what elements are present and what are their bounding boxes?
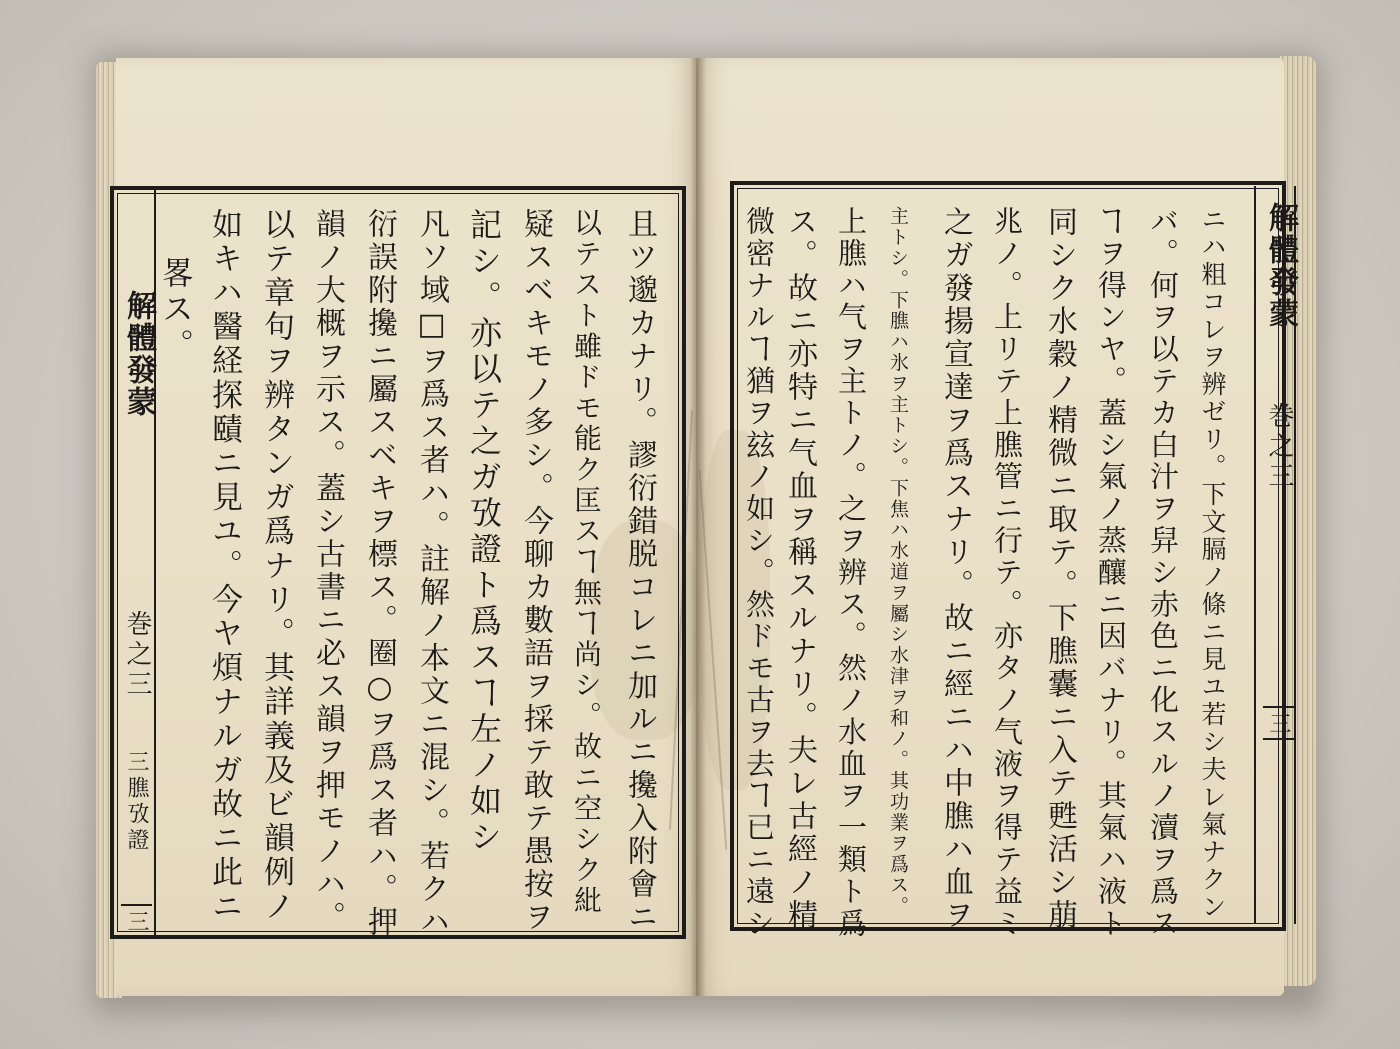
- section-title: 三膲攷證: [124, 750, 149, 854]
- text-column: 以テスト雖ドモ能ク匡スヿ無ヿ尚シ。故ニ空シク紕: [570, 208, 603, 917]
- text-column: 以テ章句ヲ辨タンガ爲ナリ。其詳義及ビ韻例ノ: [258, 208, 294, 925]
- right-hanshin-margin: [1254, 186, 1296, 924]
- book-title: 解體發蒙: [1263, 202, 1298, 330]
- chapter-label: 巻之三: [1264, 402, 1294, 492]
- text-column: ス。故ニ亦特ニ气血ヲ稱スルナリ。夫レ古經ノ精: [782, 206, 817, 932]
- text-column: 之ガ發揚宣達ヲ爲スナリ。故ニ經ニハ中膲ハ血ヲ: [938, 206, 973, 932]
- page-number: 三: [121, 904, 152, 938]
- text-column: 記シ。亦以テ之ガ攷證ト爲スヿ左ノ如シ: [465, 208, 503, 856]
- text-column: 兆ノ。上リテ上膲管ニ行テ。亦タノ气液ヲ得テ益ミ: [990, 206, 1024, 940]
- text-column: ニハ粗コレヲ辨ゼリ。下文膈ノ條ニ見ユ若シ夫レ氣ナクン: [1198, 206, 1227, 921]
- text-column: ヿヲ得ンヤ。蓋シ氣ノ蒸釀ニ因バナリ。其氣ハ液ト: [1094, 206, 1128, 940]
- text-column: 凡ソ域□ヲ爲ス者ハ。註解ノ本文ニ混シ。若クハ: [414, 208, 449, 939]
- text-column: 韻ノ大概ヲ示ス。蓋シ古書ニ必ス韻ヲ押モノハ。: [310, 208, 345, 934]
- text-column: 畧ス。: [157, 256, 195, 364]
- text-column: 同シク水穀ノ精微ニ取テ。下膲囊ニ入テ甦活シ萠: [1042, 206, 1077, 932]
- page-number: 三: [1263, 706, 1294, 740]
- chapter-label: 巻之三: [122, 610, 152, 700]
- text-column: 如キハ醫経探賾ニ見ユ。今ヤ煩ナルガ故ニ此ニ: [206, 208, 242, 925]
- text-column: バ。何ヲ以テカ白汁ヲ舁シ赤色ニ化スルノ瀆ヲ爲ス: [1146, 206, 1180, 940]
- text-column: 衍誤附攙ニ屬スベキヲ標ス。圈○ヲ爲ス者ハ。押: [362, 208, 397, 939]
- text-column: 上膲ハ气ヲ主トノ。之ヲ辨ス。然ノ水血ヲ一類ト爲: [834, 206, 868, 940]
- left-hanshin-margin: [110, 190, 156, 935]
- text-column: 疑スベキモノ多シ。今聊カ數語ヲ採テ敢テ愚按ヲ: [518, 208, 553, 934]
- text-column: 且ツ邈カナリ。謬衍錯脱コレニ加ルニ攙入附會ニ: [622, 208, 657, 934]
- text-column: 主トシ。下膲ハ氷ヲ主トシ。下焦ハ水道ヲ屬シ水津ヲ和ノ。其功業ヲ爲ス。: [887, 206, 909, 917]
- text-column: 微密ナルヿ猶ヲ玆ノ如シ。然ドモ古ヲ去ヿ已ニ遠シ: [742, 206, 776, 940]
- book-title: 解體發蒙: [121, 290, 156, 418]
